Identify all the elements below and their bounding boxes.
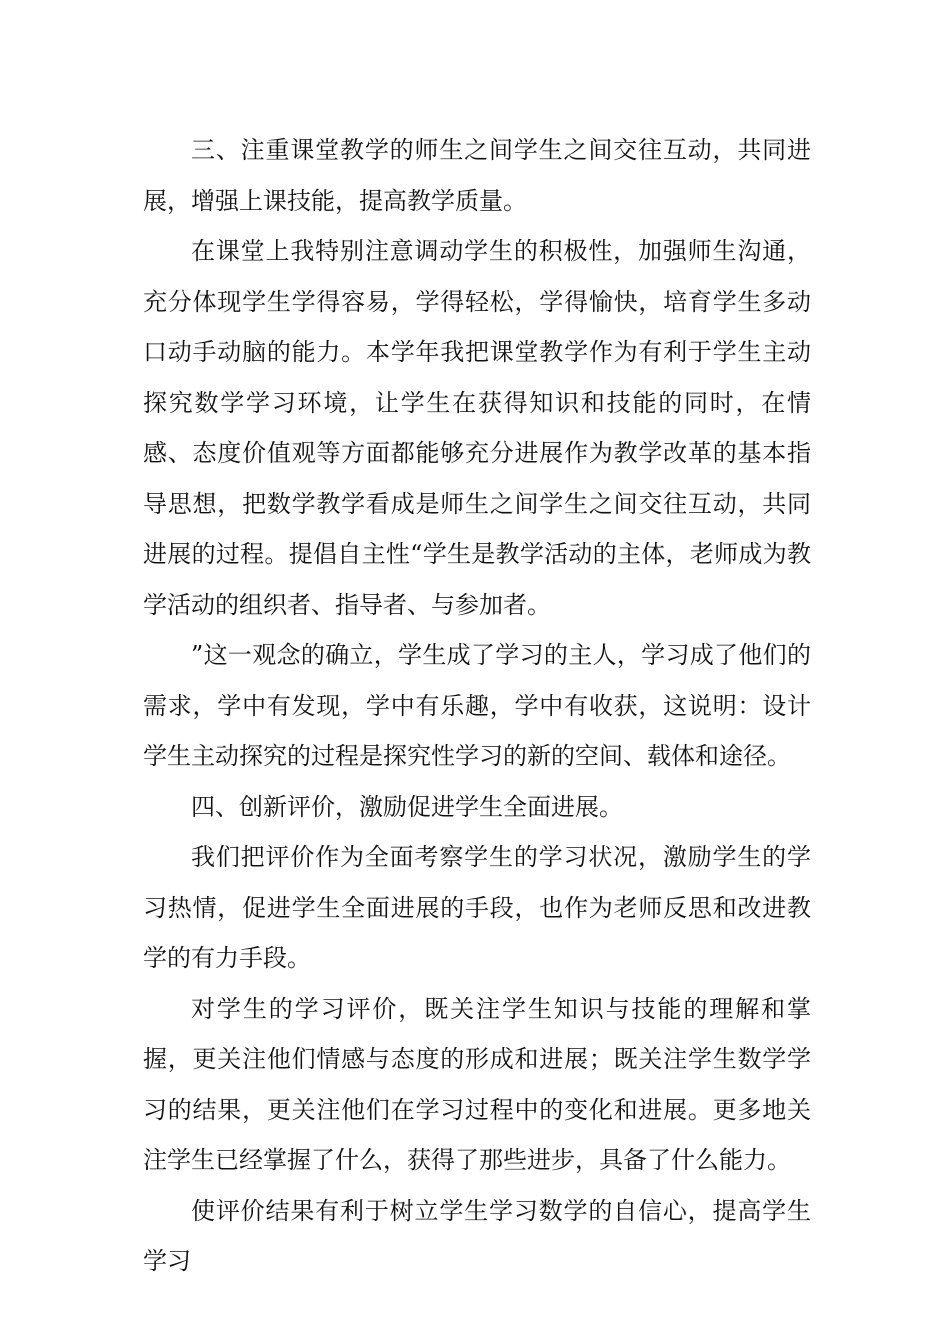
- body-paragraph: 使评价结果有利于树立学生学习数学的自信心，提高学生学习: [143, 1196, 811, 1275]
- body-paragraph: ”这一观念的确立，学生成了学习的主人，学习成了他们的需求，学中有发现，学中有乐趣，学中有收获，这说明：设计学生主动探究的过程是探究性学习的新的空间、载体和途径。: [143, 641, 811, 770]
- body-paragraph: 对学生的学习评价，既关注学生知识与技能的理解和掌握，更关注他们情感与态度的形成和进展；既关注学生数学学习的结果，更关注他们在学习过程中的变化和进展。更多地关注学生已经掌握了什么，获得了那些进步，具备了什么能力。: [143, 994, 811, 1174]
- body-paragraph: 我们把评价作为全面考察学生的学习状况，激励学生的学习热情，促进学生全面进展的手段，也作为老师反思和改进教学的有力手段。: [143, 843, 811, 972]
- body-paragraph: 在课堂上我特别注意调动学生的积极性，加强师生沟通，充分体现学生学得容易，学得轻松，学得愉快，培育学生多动口动手动脑的能力。本学年我把课堂教学作为有利于学生主动探究数学学习环境，让学生在获得知识和技能的同时，在情感、态度价值观等方面都能够充分进展作为教学改革的基本指导思想，把数学教学看成是师生之间学生之间交往互动，共同进展的过程。提倡自主性“学生是教学活动的主体，老师成为教学活动的组织者、指导者、与参加者。: [143, 237, 811, 619]
- document-body: [143, 125, 811, 1287]
- section-heading-3: 三、注重课堂教学的师生之间学生之间交往互动，共同进展，增强上课技能，提高教学质量。: [143, 136, 811, 215]
- section-heading-4: 四、创新评价，激励促进学生全面进展。: [191, 792, 623, 821]
